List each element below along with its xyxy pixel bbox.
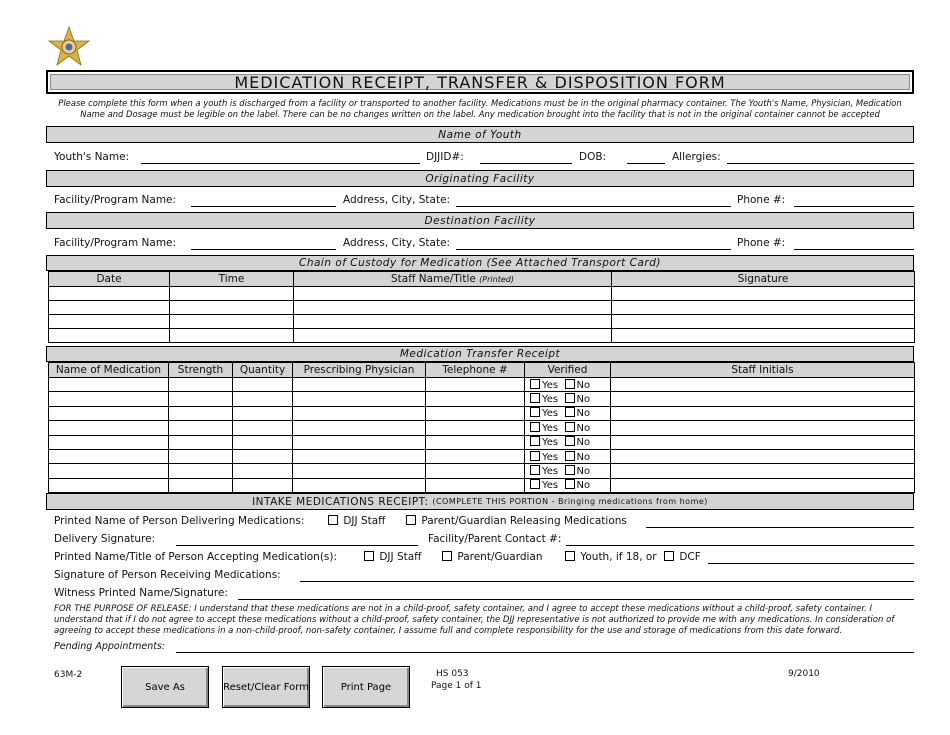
pending-appointments-field[interactable] <box>176 652 914 653</box>
custody-col-staff: Staff Name/Title (Printed) <box>294 272 612 287</box>
orig-address-label: Address, City, State: <box>343 194 451 206</box>
verified-yes-checkbox[interactable] <box>530 407 540 417</box>
transfer-col-verified: Verified <box>525 363 611 378</box>
verified-no-checkbox[interactable] <box>565 407 575 417</box>
transfer-col-physician: Prescribing Physician <box>293 363 426 378</box>
table-row <box>49 478 915 492</box>
dob-label: DOB: <box>579 151 607 163</box>
section-originating-facility: Originating Facility <box>46 170 914 187</box>
section-medication-transfer: Medication Transfer Receipt <box>46 346 914 362</box>
verified-yes-checkbox[interactable] <box>530 465 540 475</box>
save-as-button[interactable]: Save As <box>121 666 209 708</box>
dest-address-label: Address, City, State: <box>343 237 451 249</box>
print-page-button[interactable]: Print Page <box>322 666 410 708</box>
delivering-label: Printed Name of Person Delivering Medications: <box>54 515 305 527</box>
custody-col-date: Date <box>49 272 170 287</box>
verified-no-checkbox[interactable] <box>565 436 575 446</box>
delivering-name-field[interactable] <box>646 527 914 528</box>
checkbox[interactable] <box>565 551 575 561</box>
transfer-col-strength: Strength <box>169 363 233 378</box>
orig-phone-label: Phone #: <box>737 194 786 206</box>
table-row <box>49 464 915 478</box>
instructions-text: Please complete this form when a youth is discharged from a facility or transported to another facility. Medications must be in the original pharmacy container. The Youth's Name, Physician, Medication Name and Dosage must be legible on the label. There can be no changes written on the label. Any medication brought into the facility that is not in the original container cannot be accepted <box>58 98 902 119</box>
verified-yes-checkbox[interactable] <box>530 451 540 461</box>
dest-facility-field[interactable] <box>191 249 336 250</box>
accepting-djj-staff-option[interactable]: DJJ Staff <box>364 551 421 563</box>
accepting-label: Printed Name/Title of Person Accepting Medication(s): <box>54 551 338 563</box>
orig-facility-label: Facility/Program Name: <box>54 194 177 206</box>
verified-options[interactable]: Yes No <box>525 406 611 420</box>
accepting-name-field[interactable] <box>708 563 914 564</box>
delivering-djj-staff-option[interactable]: DJJ Staff <box>328 515 385 527</box>
form-title: MEDICATION RECEIPT, TRANSFER & DISPOSITION FORM <box>46 70 914 94</box>
table-row <box>49 449 915 463</box>
revision-date: 9/2010 <box>788 669 820 679</box>
verified-no-checkbox[interactable] <box>565 379 575 389</box>
table-row <box>49 301 915 315</box>
accepting-parent-option[interactable]: Parent/Guardian <box>442 551 543 563</box>
djj-badge-logo <box>46 26 92 72</box>
facility-contact-label: Facility/Parent Contact #: <box>428 533 562 545</box>
section-intake-receipt: INTAKE MEDICATIONS RECEIPT: (COMPLETE THIS PORTION - Bringing medications from home) <box>46 493 914 510</box>
witness-field[interactable] <box>238 599 914 600</box>
facility-contact-field[interactable] <box>566 545 914 546</box>
delivery-signature-field[interactable] <box>176 545 418 546</box>
hs-code: HS 053 <box>436 669 469 679</box>
table-row <box>49 315 915 329</box>
verified-options[interactable]: Yes No <box>525 478 611 492</box>
verified-yes-checkbox[interactable] <box>530 436 540 446</box>
dest-phone-field[interactable] <box>794 249 914 250</box>
verified-options[interactable]: Yes No <box>525 421 611 435</box>
accepting-dcf-option[interactable]: DCF <box>664 551 701 563</box>
reset-clear-form-button[interactable]: Reset/Clear Form <box>222 666 310 708</box>
transfer-table <box>48 362 915 493</box>
section-destination-facility: Destination Facility <box>46 212 914 229</box>
table-row <box>49 287 915 301</box>
checkbox[interactable] <box>406 515 416 525</box>
checkbox[interactable] <box>328 515 338 525</box>
custody-col-time: Time <box>170 272 294 287</box>
orig-facility-field[interactable] <box>191 206 336 207</box>
allergies-field[interactable] <box>727 163 914 164</box>
orig-phone-field[interactable] <box>794 206 914 207</box>
allergies-label: Allergies: <box>672 151 721 163</box>
djjid-field[interactable] <box>480 163 572 164</box>
table-row <box>49 329 915 343</box>
verified-options[interactable]: Yes No <box>525 392 611 406</box>
orig-address-field[interactable] <box>456 206 731 207</box>
verified-yes-checkbox[interactable] <box>530 422 540 432</box>
verified-no-checkbox[interactable] <box>565 393 575 403</box>
dest-address-field[interactable] <box>456 249 731 250</box>
table-row <box>49 392 915 406</box>
transfer-col-telephone: Telephone # <box>426 363 525 378</box>
custody-col-signature: Signature <box>612 272 915 287</box>
checkbox[interactable] <box>364 551 374 561</box>
accepting-youth-option[interactable]: Youth, if 18, or <box>565 551 657 563</box>
receiving-signature-label: Signature of Person Receiving Medications: <box>54 569 281 581</box>
youth-name-label: Youth's Name: <box>54 151 130 163</box>
verified-no-checkbox[interactable] <box>565 451 575 461</box>
section-chain-of-custody: Chain of Custody for Medication (See Attached Transport Card) <box>46 255 914 271</box>
verified-options[interactable]: Yes No <box>525 435 611 449</box>
table-row <box>49 435 915 449</box>
verified-options[interactable]: Yes No <box>525 378 611 392</box>
verified-no-checkbox[interactable] <box>565 479 575 489</box>
release-statement: FOR THE PURPOSE OF RELEASE: I understand that these medications are not in a child-proof, safety container, and I agree to accept these medications without a child-proof, safety container. I understand that if I do not agree to accept these medications without a child-proof, safety container, the DJJ representative is not authorized to provide me with any medications. In consideration of agreeing to accept these medications in a non-child-proof, non-safety container, I assume full and complete responsibility for the use and storage of medications from this date forward. <box>54 604 895 636</box>
dob-field[interactable] <box>627 163 665 164</box>
delivery-signature-label: Delivery Signature: <box>54 533 156 545</box>
transfer-col-name: Name of Medication <box>49 363 169 378</box>
verified-yes-checkbox[interactable] <box>530 393 540 403</box>
checkbox[interactable] <box>664 551 674 561</box>
dest-phone-label: Phone #: <box>737 237 786 249</box>
section-name-of-youth: Name of Youth <box>46 126 914 143</box>
verified-no-checkbox[interactable] <box>565 465 575 475</box>
form-code: 63M-2 <box>54 670 83 680</box>
djjid-label: DJJID#: <box>426 151 464 163</box>
table-row <box>49 421 915 435</box>
checkbox[interactable] <box>442 551 452 561</box>
verified-yes-checkbox[interactable] <box>530 479 540 489</box>
page-info: Page 1 of 1 <box>431 681 482 691</box>
witness-label: Witness Printed Name/Signature: <box>54 587 228 599</box>
youth-name-field[interactable] <box>141 163 420 164</box>
delivering-parent-option[interactable]: Parent/Guardian Releasing Medications <box>406 515 627 527</box>
transfer-col-quantity: Quantity <box>233 363 293 378</box>
receiving-signature-field[interactable] <box>300 581 914 582</box>
pending-appointments-label: Pending Appointments: <box>54 641 166 652</box>
verified-options[interactable]: Yes No <box>525 449 611 463</box>
custody-table <box>48 271 915 343</box>
transfer-col-initials: Staff Initials <box>611 363 915 378</box>
verified-no-checkbox[interactable] <box>565 422 575 432</box>
verified-yes-checkbox[interactable] <box>530 379 540 389</box>
table-row <box>49 406 915 420</box>
table-row <box>49 378 915 392</box>
verified-options[interactable]: Yes No <box>525 464 611 478</box>
dest-facility-label: Facility/Program Name: <box>54 237 177 249</box>
